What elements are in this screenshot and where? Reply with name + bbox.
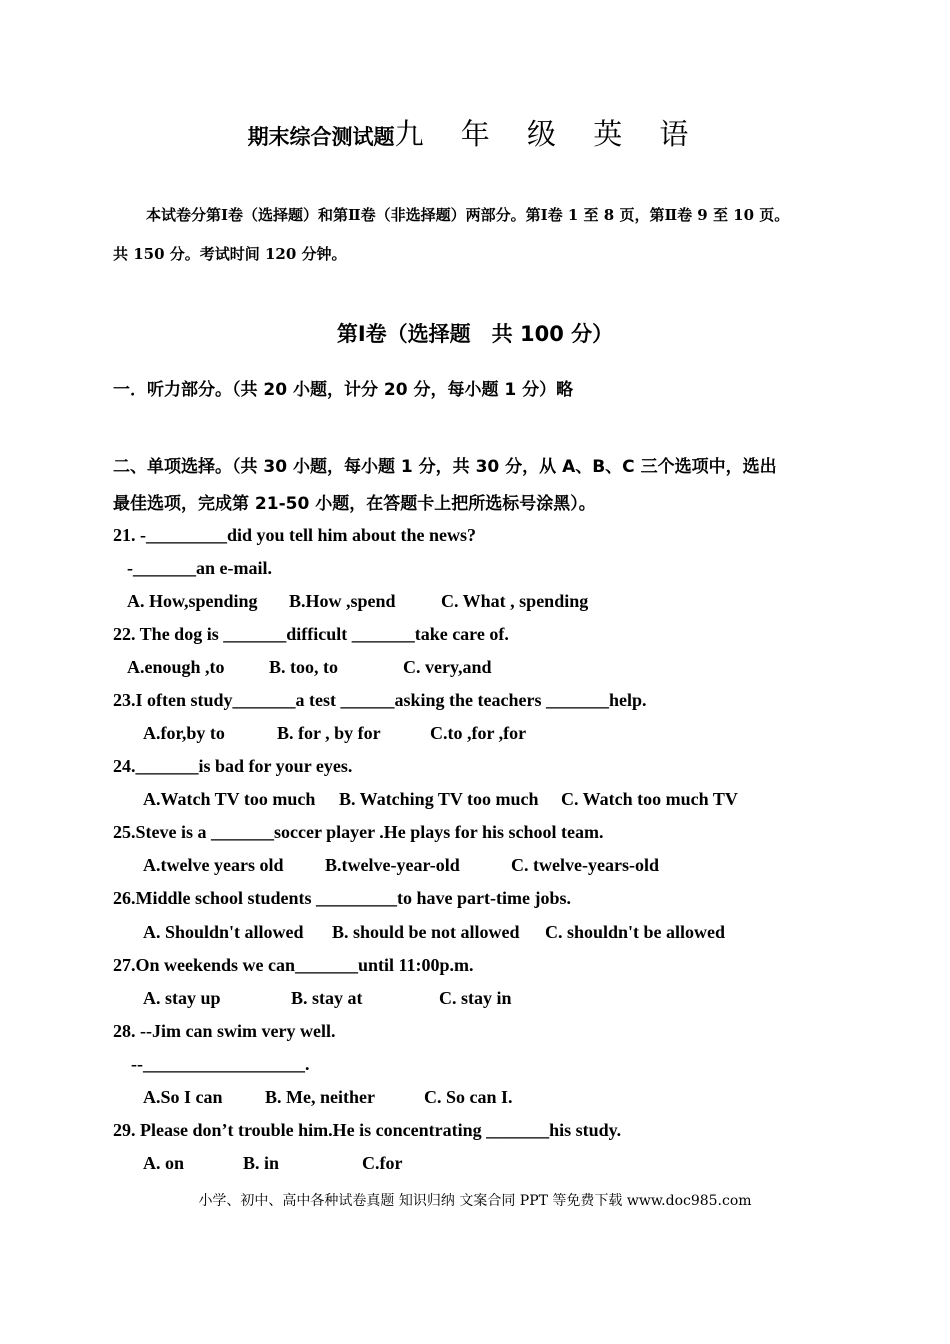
q27-option-c: C. stay in [439,988,512,1008]
q26-option-c: C. shouldn't be allowed [545,922,726,942]
question-27: 27.On weekends we can_______until 11:00p.m. [113,955,474,975]
q21-option-c: C. What , spending [441,591,589,611]
part2-heading-line-1: 二、单项选择。（共 30 小题，每小题 1 分，共 30 分，从 A、B、C 三个选项中，选出 [113,457,777,477]
question-28: 28. --Jim can swim very well. [113,1021,336,1041]
q28-option-b: B. Me, neither [265,1087,375,1107]
q29-option-b: B. in [243,1153,280,1173]
question-23: 23.I often study_______a test ______asking the teachers _______help. [113,690,647,710]
q22-option-a: A.enough ,to [127,657,225,677]
q23-option-b: B. for , by for [277,723,381,743]
intro-line-1: 本试卷分第Ⅰ卷（选择题）和第Ⅱ卷（非选择题）两部分。第Ⅰ卷 1 至 8 页，第Ⅱ卷 9 至 10 页。 [146,206,790,224]
q28-option-c: C. So can I. [424,1087,513,1107]
question-22: 22. The dog is _______difficult _______take care of. [113,624,509,644]
q26-option-b: B. should be not allowed [332,922,520,942]
q24-option-b: B. Watching TV too much [339,789,539,809]
q22-option-b: B. too, to [269,657,338,677]
q29-option-c: C.for [362,1153,403,1173]
q24-option-a: A.Watch TV too much [143,789,316,809]
title-main: 九 年 级 英 语 [394,117,703,151]
q22-option-c: C. very,and [403,657,492,677]
title-prefix: 期末综合测试题 [247,124,395,149]
q25-option-a: A.twelve years old [143,855,284,875]
q29-option-a: A. on [143,1153,185,1173]
section-title: 第Ⅰ卷（选择题 共 100 分） [336,322,614,346]
question-21-answer-line: -_______an e-mail. [127,558,272,578]
question-24: 24._______is bad for your eyes. [113,756,353,776]
q24-option-c: C. Watch too much TV [561,789,738,809]
question-25: 25.Steve is a _______soccer player .He plays for his school team. [113,822,604,842]
page-title [0,112,950,153]
q28-option-a: A.So I can [143,1087,223,1107]
part1-heading: 一．听力部分。（共 20 小题，计分 20 分，每小题 1 分）略 [113,380,574,400]
question-29: 29. Please don’t trouble him.He is concentrating _______his study. [113,1120,622,1140]
q27-option-b: B. stay at [291,988,363,1008]
page-footer: 小学、初中、高中各种试卷真题 知识归纳 文案合同 PPT 等免费下载 www.doc985.com [198,1193,752,1209]
question-21: 21. -_________did you tell him about the news? [113,525,477,545]
q27-option-a: A. stay up [143,988,221,1008]
q26-option-a: A. Shouldn't allowed [143,922,304,942]
q23-option-c: C.to ,for ,for [430,723,527,743]
q23-option-a: A.for,by to [143,723,225,743]
question-26: 26.Middle school students _________to have part-time jobs. [113,888,571,908]
q21-option-a: A. How,spending [127,591,258,611]
part2-heading-line-2: 最佳选项，完成第 21-50 小题，在答题卡上把所选标号涂黑）。 [113,494,596,514]
question-28-answer-line: --__________________. [131,1054,310,1074]
intro-line-2: 共 150 分。考试时间 120 分钟。 [113,245,347,263]
q25-option-c: C. twelve-years-old [511,855,659,875]
q25-option-b: B.twelve-year-old [325,855,460,875]
q21-option-b: B.How ,spend [289,591,396,611]
